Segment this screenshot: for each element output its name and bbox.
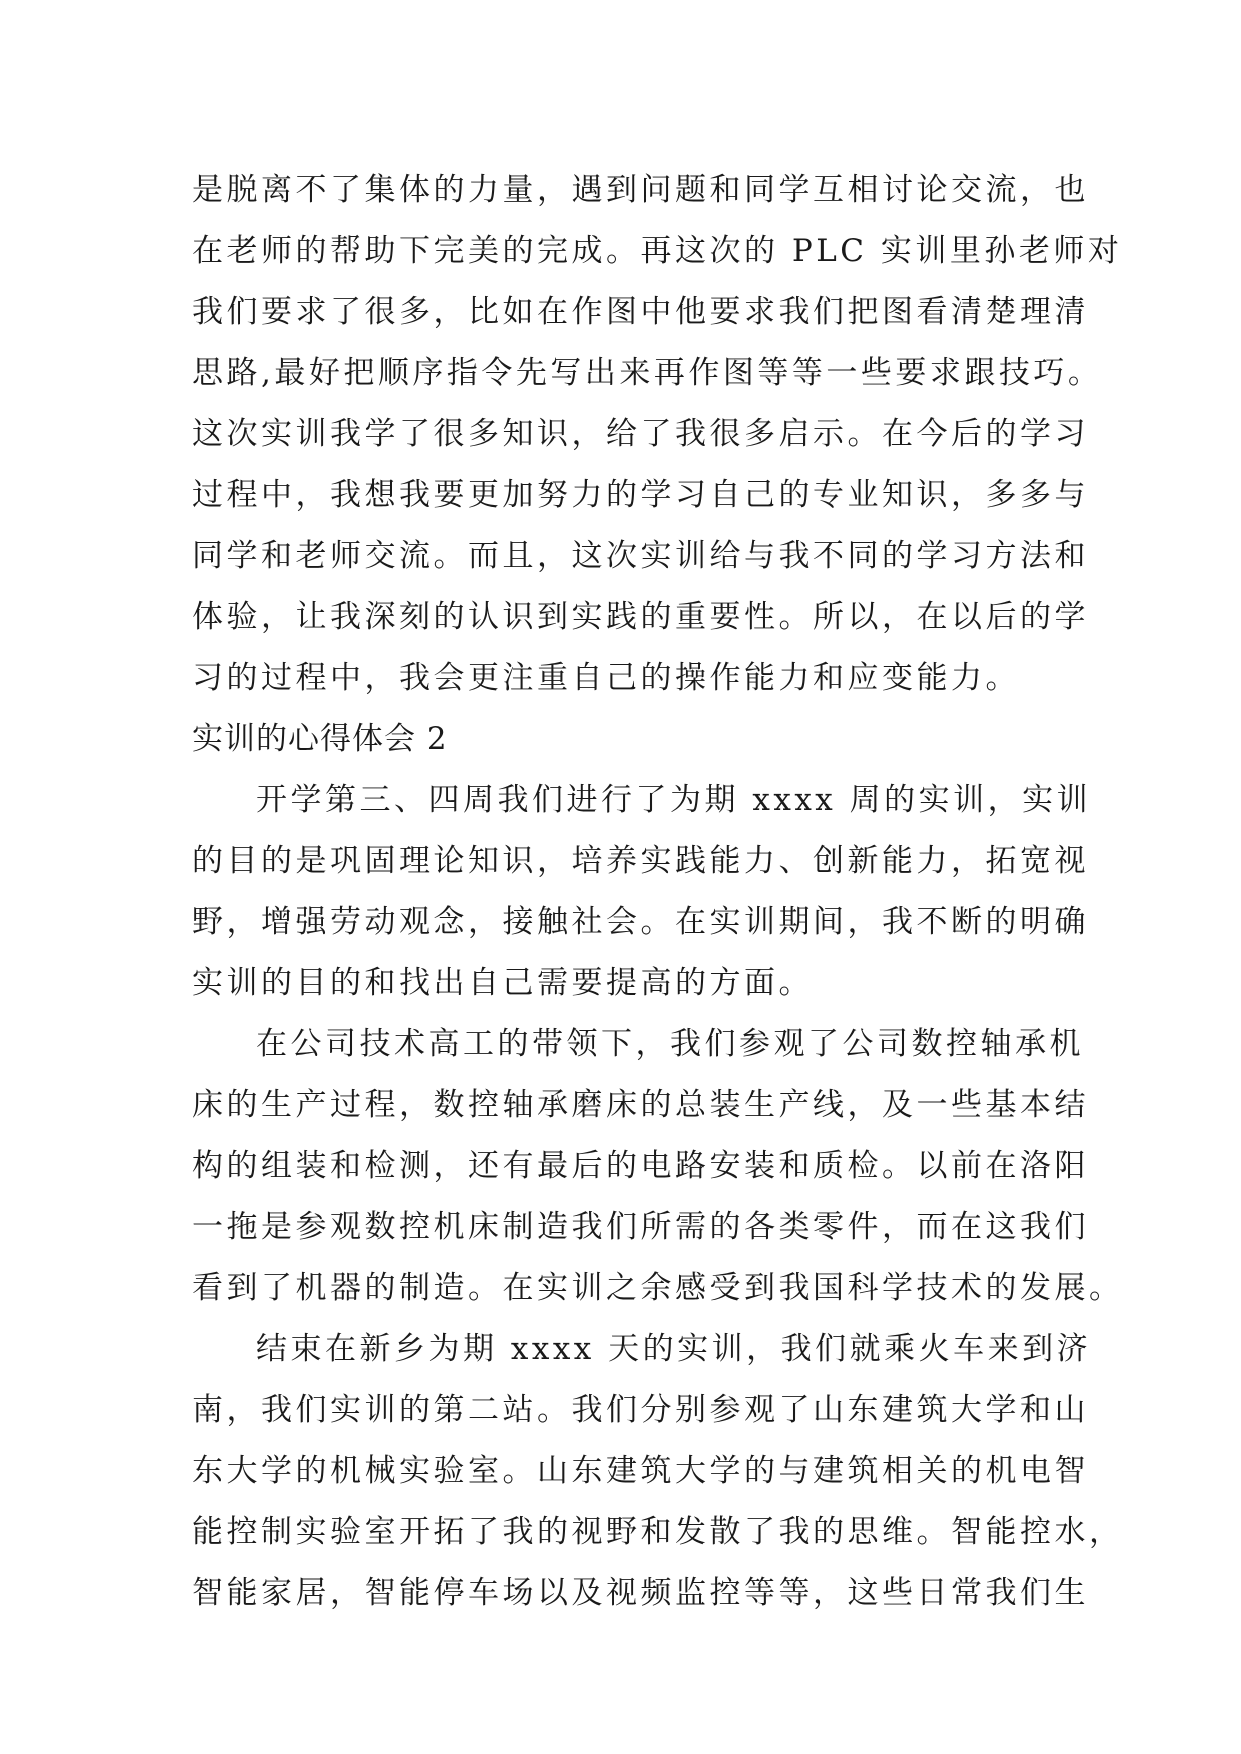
text-line: 过程中，我想我要更加努力的学习自己的专业知识，多多与: [192, 477, 1089, 513]
text-line: 东大学的机械实验室。山东建筑大学的与建筑相关的机电智: [192, 1453, 1089, 1489]
text-line: 构的组装和检测，还有最后的电路安装和质检。以前在洛阳: [192, 1148, 1089, 1184]
paragraph-2: [192, 1014, 1124, 1319]
text-line: 是脱离不了集体的力量，遇到问题和同学互相讨论交流，也: [192, 172, 1089, 208]
paragraph-3: [192, 1319, 1124, 1624]
section-heading: 实训的心得体会 2: [192, 721, 448, 757]
text-line: 床的生产过程，数控轴承磨床的总装生产线，及一些基本结: [192, 1087, 1089, 1123]
document-body: [192, 160, 1124, 1624]
text-line: 能控制实验室开拓了我的视野和发散了我的思维。智能控水，: [192, 1514, 1124, 1550]
text-line: 的目的是巩固理论知识，培养实践能力、创新能力，拓宽视: [192, 843, 1089, 879]
section1-paragraph: [192, 160, 1123, 709]
paragraph-1: [192, 770, 1092, 1014]
text-line: 在老师的帮助下完美的完成。再这次的 PLC 实训里孙老师对: [192, 233, 1123, 269]
text-line: 看到了机器的制造。在实训之余感受到我国科学技术的发展。: [192, 1270, 1124, 1306]
text-line: 习的过程中，我会更注重自己的操作能力和应变能力。: [192, 660, 1020, 696]
text-line: 我们要求了很多，比如在作图中他要求我们把图看清楚理清: [192, 294, 1089, 330]
text-line: 同学和老师交流。而且，这次实训给与我不同的学习方法和: [192, 538, 1089, 574]
text-line: 实训的目的和找出自己需要提高的方面。: [192, 965, 813, 1001]
text-line: 智能家居，智能停车场以及视频监控等等，这些日常我们生: [192, 1575, 1089, 1611]
text-line: 在公司技术高工的带领下，我们参观了公司数控轴承机: [256, 1026, 1084, 1062]
text-line: 结束在新乡为期 xxxx 天的实训，我们就乘火车来到济: [256, 1331, 1092, 1367]
text-line: 开学第三、四周我们进行了为期 xxxx 周的实训，实训: [256, 782, 1092, 818]
text-line: 一拖是参观数控机床制造我们所需的各类零件，而在这我们: [192, 1209, 1089, 1245]
text-line: 体验，让我深刻的认识到实践的重要性。所以，在以后的学: [192, 599, 1089, 635]
text-line: 这次实训我学了很多知识，给了我很多启示。在今后的学习: [192, 416, 1089, 452]
text-line: 思路,最好把顺序指令先写出来再作图等等一些要求跟技巧。: [192, 355, 1103, 391]
text-line: 野，增强劳动观念，接触社会。在实训期间，我不断的明确: [192, 904, 1089, 940]
text-line: 南，我们实训的第二站。我们分别参观了山东建筑大学和山: [192, 1392, 1089, 1428]
